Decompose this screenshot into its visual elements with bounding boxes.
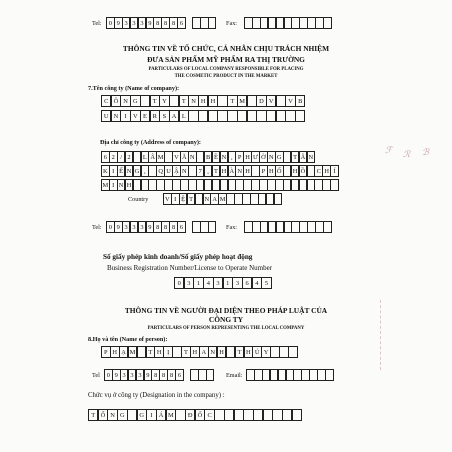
char-cell: L bbox=[179, 110, 189, 122]
char-cell bbox=[323, 221, 332, 233]
license-label-en: Business Registration Number/License to Operate Number bbox=[107, 264, 273, 272]
char-cell: N bbox=[307, 151, 316, 163]
char-cell: Ị bbox=[163, 346, 173, 358]
char-cell: S bbox=[159, 110, 169, 122]
char-cell: N bbox=[220, 151, 229, 163]
designation-label: Chức vụ ở công ty (Designation in the company) : bbox=[88, 392, 225, 399]
char-cell: , bbox=[141, 165, 150, 177]
char-cell: 3 bbox=[184, 277, 194, 289]
char-cell: / bbox=[117, 151, 126, 163]
char-cell: I bbox=[171, 193, 180, 205]
company-address-label: Địa chỉ công ty (Address of company): bbox=[100, 139, 201, 146]
char-cell: H bbox=[291, 165, 300, 177]
char-cell: V bbox=[163, 193, 172, 205]
char-cell: 3 bbox=[122, 221, 131, 233]
char-cell: Đ bbox=[185, 409, 195, 421]
license-number-grid bbox=[174, 277, 271, 289]
char-cell: 6 bbox=[175, 369, 184, 381]
char-cell: T bbox=[187, 193, 196, 205]
char-cell: 4 bbox=[252, 277, 262, 289]
char-cell: N bbox=[235, 165, 244, 177]
char-cell: 8 bbox=[169, 221, 178, 233]
char-cell: H bbox=[110, 346, 120, 358]
char-cell: , bbox=[204, 165, 213, 177]
char-cell bbox=[208, 221, 217, 233]
char-cell: 6 bbox=[242, 277, 252, 289]
char-cell: 9 bbox=[112, 369, 121, 381]
char-cell: N bbox=[188, 95, 198, 107]
char-cell bbox=[330, 179, 339, 191]
company-address-row-2 bbox=[101, 165, 338, 177]
char-cell: V bbox=[172, 151, 181, 163]
char-cell: M bbox=[101, 179, 110, 191]
char-cell: 6 bbox=[101, 151, 110, 163]
char-cell: K bbox=[101, 165, 110, 177]
char-cell: H bbox=[154, 346, 164, 358]
char-cell: G bbox=[137, 409, 147, 421]
char-cell: 9 bbox=[114, 17, 123, 29]
char-cell: 8 bbox=[153, 221, 162, 233]
char-cell: 2 bbox=[109, 151, 118, 163]
company-name-label: 7.Tên công ty (Name of company): bbox=[88, 85, 180, 92]
char-cell: T bbox=[181, 346, 191, 358]
margin-stamp-mark: ℱ bbox=[385, 146, 393, 156]
char-cell: 0 bbox=[106, 221, 115, 233]
char-cell: Ủ bbox=[252, 346, 262, 358]
company-fax-grid bbox=[244, 221, 331, 233]
char-cell: H bbox=[125, 179, 134, 191]
char-cell: , bbox=[228, 151, 237, 163]
char-cell: T bbox=[150, 95, 160, 107]
char-cell: N bbox=[188, 151, 197, 163]
char-cell bbox=[288, 346, 298, 358]
char-cell: L bbox=[141, 151, 150, 163]
local-company-subtitle-2: THE COSMETIC PRODUCT IN THE MARKET bbox=[174, 74, 278, 79]
char-cell: P bbox=[235, 151, 244, 163]
company-address-row-3 bbox=[101, 179, 338, 191]
char-cell: T bbox=[146, 346, 156, 358]
person-tel-label: Tel bbox=[92, 372, 100, 379]
char-cell: 0 bbox=[104, 369, 113, 381]
char-cell: E bbox=[140, 110, 150, 122]
person-name-grid bbox=[101, 346, 297, 358]
char-cell: 8 bbox=[151, 369, 160, 381]
top-tel-label: Tel: bbox=[92, 20, 102, 27]
char-cell: Ô bbox=[111, 95, 121, 107]
char-cell: Í bbox=[330, 165, 339, 177]
char-cell: 8 bbox=[167, 369, 176, 381]
char-cell: 8 bbox=[153, 17, 162, 29]
char-cell: 6 bbox=[177, 17, 186, 29]
char-cell: 3 bbox=[122, 17, 131, 29]
char-cell: 0 bbox=[174, 277, 184, 289]
char-cell: H bbox=[243, 151, 252, 163]
char-cell: P bbox=[259, 165, 268, 177]
char-cell: Ờ bbox=[259, 151, 268, 163]
country-label: Country bbox=[128, 196, 149, 203]
char-cell: T bbox=[227, 95, 237, 107]
char-cell: Â bbox=[148, 151, 157, 163]
char-cell: Ề bbox=[212, 151, 221, 163]
char-cell: Y bbox=[159, 95, 169, 107]
char-cell: A bbox=[199, 346, 209, 358]
local-company-subtitle-1: PARTICULARS OF LOCAL COMPANY RESPONSIBLE FOR PLACING bbox=[148, 67, 304, 72]
char-cell: P bbox=[101, 346, 111, 358]
margin-stamp-mark: ℬ bbox=[422, 148, 430, 158]
char-cell: 3 bbox=[130, 17, 139, 29]
representative-title-2: CÔNG TY bbox=[208, 315, 244, 324]
char-cell: R bbox=[150, 110, 160, 122]
company-tel-grid bbox=[106, 221, 185, 233]
char-cell: 3 bbox=[138, 17, 147, 29]
local-company-title-2: ĐƯA SẢN PHẨM MỸ PHẨM RA THỊ TRƯỜNG bbox=[147, 55, 305, 64]
char-cell: G bbox=[117, 409, 127, 421]
char-cell bbox=[208, 17, 217, 29]
char-cell: A bbox=[169, 110, 179, 122]
char-cell: 9 bbox=[146, 17, 155, 29]
char-cell: Y bbox=[261, 346, 271, 358]
char-cell: N bbox=[107, 409, 117, 421]
char-cell: T bbox=[235, 346, 245, 358]
char-cell: Ệ bbox=[179, 193, 188, 205]
person-email-grid bbox=[246, 369, 333, 381]
char-cell: 7 bbox=[196, 165, 205, 177]
top-tel-grid bbox=[106, 17, 185, 29]
char-cell: D bbox=[256, 95, 266, 107]
char-cell: Ổ bbox=[98, 409, 108, 421]
char-cell: I bbox=[109, 165, 118, 177]
char-cell: 5 bbox=[261, 277, 271, 289]
char-cell: 3 bbox=[213, 277, 223, 289]
char-cell: V bbox=[266, 95, 276, 107]
char-cell: G bbox=[275, 151, 284, 163]
char-cell bbox=[325, 369, 334, 381]
char-cell: Ố bbox=[275, 165, 284, 177]
char-cell: Q bbox=[156, 165, 165, 177]
char-cell: H bbox=[190, 346, 200, 358]
char-cell: G bbox=[130, 95, 140, 107]
char-cell: M bbox=[218, 193, 227, 205]
char-cell: H bbox=[198, 95, 208, 107]
person-name-label: 8.Họ và tên (Name of person): bbox=[88, 336, 168, 343]
char-cell: H bbox=[322, 165, 331, 177]
char-cell: H bbox=[267, 165, 276, 177]
char-cell: 9 bbox=[114, 221, 123, 233]
char-cell bbox=[206, 369, 215, 381]
char-cell: U bbox=[101, 110, 111, 122]
char-cell: M bbox=[237, 95, 247, 107]
char-cell: N bbox=[180, 165, 189, 177]
company-address-row-1 bbox=[101, 151, 314, 163]
char-cell: H bbox=[208, 95, 218, 107]
char-cell: C bbox=[314, 165, 323, 177]
char-cell: M bbox=[156, 151, 165, 163]
char-cell: 3 bbox=[130, 221, 139, 233]
char-cell bbox=[295, 110, 305, 122]
char-cell: C bbox=[204, 409, 214, 421]
company-tel-label: Tel: bbox=[92, 224, 102, 231]
char-cell: À bbox=[228, 165, 237, 177]
char-cell: A bbox=[210, 193, 219, 205]
char-cell: C bbox=[101, 95, 111, 107]
char-cell: 8 bbox=[161, 221, 170, 233]
char-cell: U bbox=[164, 165, 173, 177]
char-cell: Ậ bbox=[172, 165, 181, 177]
char-cell: Ố bbox=[195, 409, 205, 421]
representative-subtitle: PARTICULARS OF PERSON REPRESENTING THE LOCAL COMPANY bbox=[147, 326, 305, 331]
char-cell: H bbox=[220, 165, 229, 177]
person-email-label: Email: bbox=[226, 372, 243, 379]
char-cell: 3 bbox=[120, 369, 129, 381]
char-cell: M bbox=[128, 346, 138, 358]
char-cell: N bbox=[203, 193, 212, 205]
char-cell: 3 bbox=[136, 369, 145, 381]
char-cell: 3 bbox=[138, 221, 147, 233]
char-cell: I bbox=[146, 409, 156, 421]
char-cell: N bbox=[111, 110, 121, 122]
char-cell: T bbox=[212, 165, 221, 177]
char-cell: Ạ bbox=[119, 346, 129, 358]
top-fax-label: Fax: bbox=[226, 20, 238, 27]
char-cell: I bbox=[109, 179, 118, 191]
char-cell: N bbox=[120, 95, 130, 107]
local-company-title-1: THÔNG TIN VỀ TỔ CHỨC, CÁ NHÂN CHỊU TRÁCH NHIỆM bbox=[122, 44, 330, 53]
char-cell: T bbox=[88, 409, 98, 421]
top-fax-grid bbox=[244, 17, 331, 29]
char-cell: B bbox=[295, 95, 305, 107]
char-cell: H bbox=[217, 346, 227, 358]
country-grid bbox=[163, 193, 282, 205]
char-cell: Ồ bbox=[299, 165, 308, 177]
char-cell bbox=[274, 193, 283, 205]
top-tel-extra-grid bbox=[192, 17, 216, 29]
char-cell: Ă bbox=[180, 151, 189, 163]
char-cell: 0 bbox=[106, 17, 115, 29]
char-cell: 1 bbox=[193, 277, 203, 289]
person-tel-grid bbox=[104, 369, 183, 381]
char-cell bbox=[292, 409, 302, 421]
char-cell: Ế bbox=[117, 165, 126, 177]
char-cell: T bbox=[179, 95, 189, 107]
char-cell: 8 bbox=[161, 17, 170, 29]
char-cell: N bbox=[267, 151, 276, 163]
char-cell: 9 bbox=[146, 221, 155, 233]
margin-stamp-mark: ℛ bbox=[403, 150, 411, 160]
char-cell: H bbox=[243, 165, 252, 177]
char-cell bbox=[323, 17, 332, 29]
char-cell: 6 bbox=[177, 221, 186, 233]
char-cell: B bbox=[204, 151, 213, 163]
person-tel-extra-grid bbox=[190, 369, 214, 381]
char-cell: Ư bbox=[251, 151, 260, 163]
char-cell: 3 bbox=[232, 277, 242, 289]
char-cell: N bbox=[117, 179, 126, 191]
company-name-row-1 bbox=[101, 95, 305, 107]
char-cell: N bbox=[208, 346, 218, 358]
company-name-row-2 bbox=[101, 110, 305, 122]
char-cell: M bbox=[166, 409, 176, 421]
char-cell: 8 bbox=[159, 369, 168, 381]
char-cell: 2 bbox=[125, 151, 134, 163]
char-cell: I bbox=[120, 110, 130, 122]
char-cell: 3 bbox=[128, 369, 137, 381]
char-cell: Â bbox=[299, 151, 308, 163]
license-label-vi: Số giấy phép kinh doanh/Số giấy phép hoạt động bbox=[103, 253, 253, 261]
char-cell: 1 bbox=[223, 277, 233, 289]
char-cell: 9 bbox=[144, 369, 153, 381]
char-cell: H bbox=[244, 346, 254, 358]
char-cell: T bbox=[291, 151, 300, 163]
company-fax-label: Fax: bbox=[226, 224, 238, 231]
char-cell: G bbox=[133, 165, 142, 177]
char-cell: V bbox=[130, 110, 140, 122]
designation-grid bbox=[88, 409, 301, 421]
char-cell: V bbox=[285, 95, 295, 107]
char-cell: 8 bbox=[169, 17, 178, 29]
char-cell: N bbox=[125, 165, 134, 177]
margin-stamp-strip bbox=[380, 300, 384, 370]
company-tel-extra-grid bbox=[192, 221, 216, 233]
char-cell: 4 bbox=[203, 277, 213, 289]
char-cell: Á bbox=[156, 409, 166, 421]
representative-title-1: THÔNG TIN VỀ NGƯỜI ĐẠI DIỆN THEO PHÁP LUẬT CỦA bbox=[124, 306, 328, 315]
